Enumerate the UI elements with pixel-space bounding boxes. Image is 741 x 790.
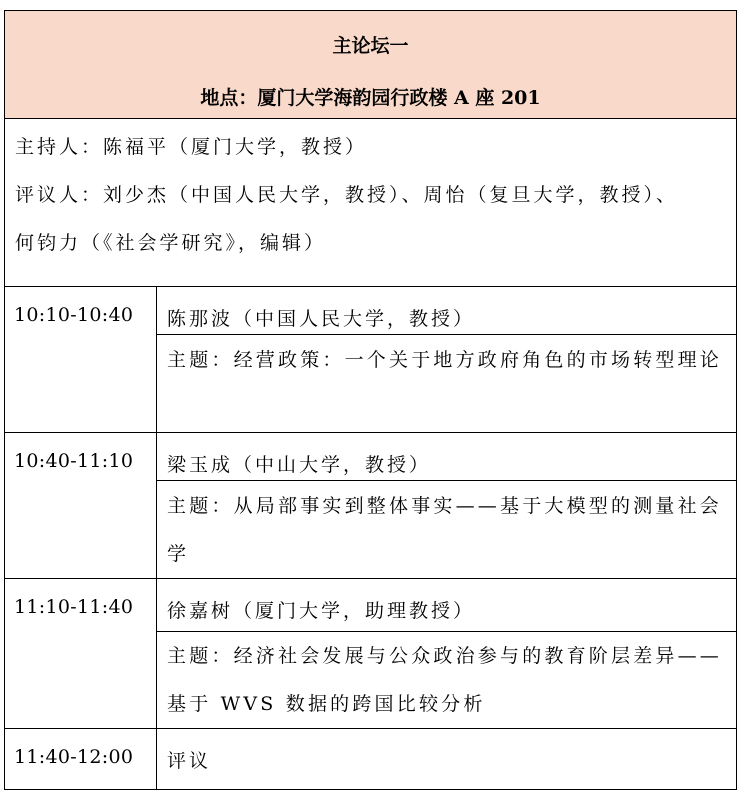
hosts-section (5, 119, 736, 287)
session-row (5, 433, 736, 579)
session-speaker: 陈那波（中国人民大学，教授） (167, 308, 476, 330)
session-row (5, 287, 736, 433)
session-time: 10:40-11:10 (5, 433, 157, 578)
session-row (5, 579, 736, 729)
session-time: 11:10-11:40 (5, 579, 157, 728)
session-topic: 主题：经营政策：一个关于地方政府角色的市场转型理论 (167, 349, 723, 371)
schedule-table (4, 10, 737, 790)
host-line: 主持人：陈福平（厦门大学，教授） (15, 136, 368, 158)
discussant-line: 评议人：刘少杰（中国人民大学，教授）、周怡（复旦大学，教授）、 (15, 184, 679, 206)
forum-header (5, 11, 736, 119)
session-time: 10:10-10:40 (5, 287, 157, 432)
discussant-line-continued: 何钧力（《社会学研究》，编辑） (15, 232, 327, 254)
forum-title: 主论坛一 (332, 35, 409, 57)
forum-location: 地点：厦门大学海韵园行政楼 A 座 201 (200, 87, 541, 109)
session-row (5, 729, 736, 789)
session-speaker: 梁玉成（中山大学，教授） (167, 454, 432, 476)
session-topic: 主题：经济社会发展与公众政治参与的教育阶层差异——基于 WVS 数据的跨国比较分析 (167, 645, 723, 715)
session-speaker: 徐嘉树（厦门大学，助理教授） (167, 600, 476, 622)
session-time: 11:40-12:00 (5, 729, 157, 789)
session-topic: 主题：从局部事实到整体事实——基于大模型的测量社会学 (167, 495, 723, 565)
session-speaker: 评议 (167, 750, 212, 772)
